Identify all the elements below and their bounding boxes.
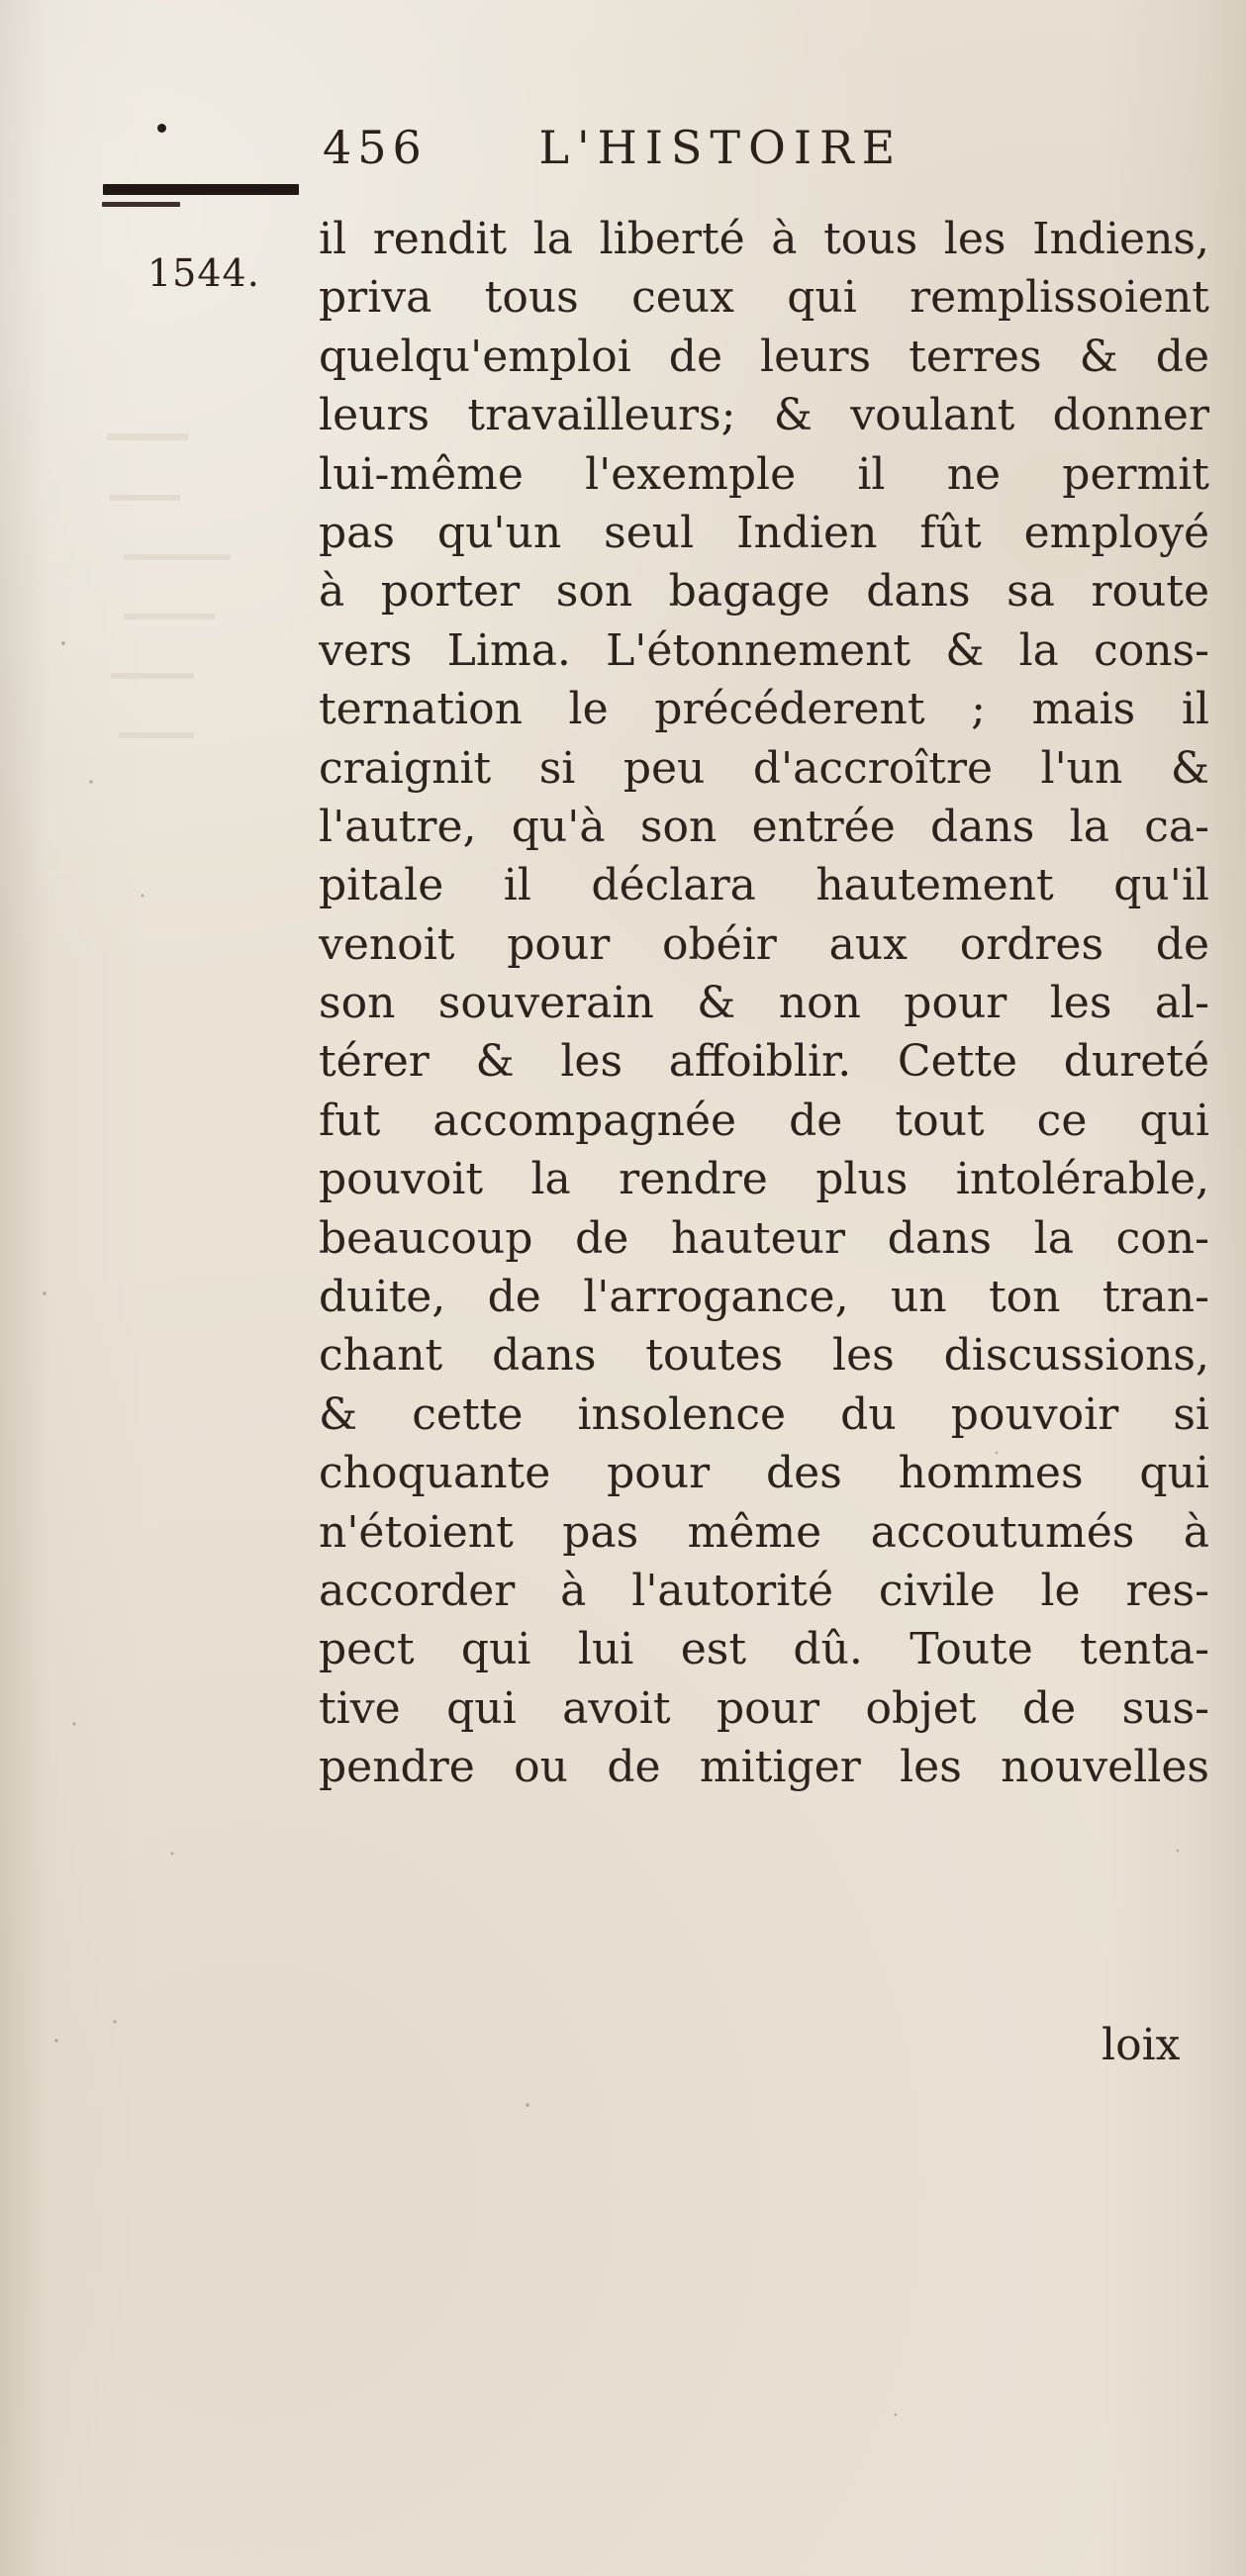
text-line: accorder à l'autorité civile le res- bbox=[319, 1565, 1209, 1616]
text-line: leurs travailleurs; & voulant donner bbox=[319, 390, 1209, 441]
text-line: pendre ou de mitiger les nouvelles bbox=[319, 1742, 1209, 1793]
main-text bbox=[319, 210, 1209, 1797]
text-line: son souverain & non pour les al- bbox=[319, 978, 1209, 1029]
text-line: pitale il déclara hautement qu'il bbox=[319, 860, 1209, 911]
text-line: vers Lima. L'étonnement & la cons- bbox=[319, 624, 1209, 676]
catchword: loix bbox=[1102, 2020, 1181, 2070]
page-number: 456 bbox=[323, 121, 428, 174]
text-line: & cette insolence du pouvoir si bbox=[319, 1388, 1209, 1440]
text-line: térer & les affoiblir. Cette dureté bbox=[319, 1036, 1209, 1088]
text-line: ternation le précéderent ; mais il bbox=[319, 684, 1209, 735]
text-line: pas qu'un seul Indien fût employé bbox=[319, 507, 1209, 558]
text-line: n'étoient pas même accoutumés à bbox=[319, 1506, 1209, 1558]
text-line: pouvoit la rendre plus intolérable, bbox=[319, 1154, 1209, 1205]
text-line: à porter son bagage dans sa route bbox=[319, 566, 1209, 618]
text-line: quelqu'emploi de leurs terres & de bbox=[319, 331, 1209, 382]
text-line: tive qui avoit pour objet de sus- bbox=[319, 1682, 1209, 1734]
text-line: venoit pour obéir aux ordres de bbox=[319, 918, 1209, 970]
text-line: chant dans toutes les discussions, bbox=[319, 1330, 1209, 1382]
page-title: L'HISTOIRE bbox=[538, 121, 904, 174]
running-head bbox=[323, 121, 904, 174]
marginal-year: 1544. bbox=[147, 251, 260, 295]
text-line: choquante pour des hommes qui bbox=[319, 1448, 1209, 1499]
text-line: priva tous ceux qui remplissoient bbox=[319, 272, 1209, 324]
text-line: craignit si peu d'accroître l'un & bbox=[319, 742, 1209, 794]
text-line: beaucoup de hauteur dans la con- bbox=[319, 1212, 1209, 1264]
text-line: l'autre, qu'à son entrée dans la ca- bbox=[319, 801, 1209, 852]
header-rule bbox=[103, 184, 299, 195]
text-line: duite, de l'arrogance, un ton tran- bbox=[319, 1272, 1209, 1323]
ink-dot bbox=[157, 124, 166, 133]
text-line: lui-même l'exemple il ne permit bbox=[319, 448, 1209, 500]
header-rule-tail bbox=[102, 202, 180, 207]
text-line: fut accompagnée de tout ce qui bbox=[319, 1095, 1209, 1146]
text-line: pect qui lui est dû. Toute tenta- bbox=[319, 1624, 1209, 1675]
text-line: il rendit la liberté à tous les Indiens, bbox=[319, 214, 1209, 264]
